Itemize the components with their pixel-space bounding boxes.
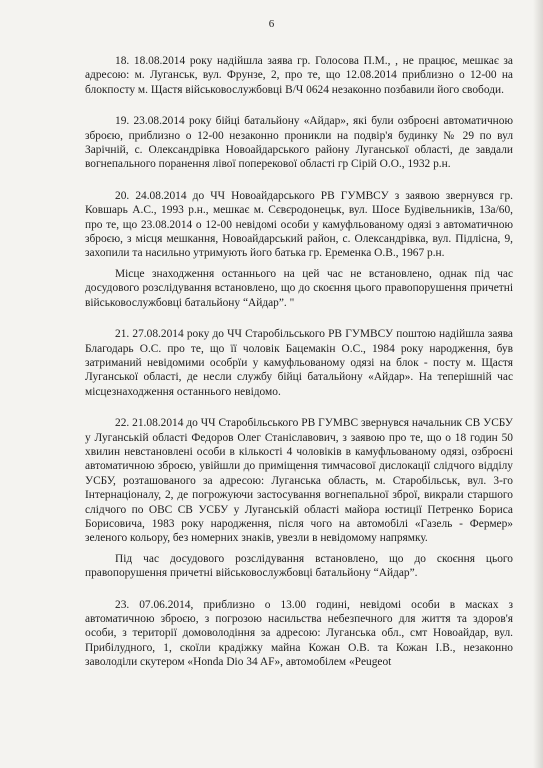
paragraph-19: 19. 23.08.2014 року бійці батальйону «Айдар», які були озброєні автоматичною зброєю, приблизно о 12-00 незаконно проникли на подвір'я будинку № 29 по вул Зарічній, с. Олександрівка Новоайдарського району Луганської області, де завдали вогнепального поранення лівої поперекової області гр Сірій О.О., 1932 р.н. [85,115,513,171]
paragraph-22-continuation: Під час досудового розслідування встановлено, що до скоєння цього правопорушення причетні військовослужбовці батальйону “Айдар”. [85,552,513,580]
paragraph-20-continuation: Місце знаходження останнього на цей час не встановлено, однак під час досудового розслідування встановлено, що до скоєння цього правопорушення причетні військовослужбовці батальйону “Айдар”. " [85,267,513,309]
document-body [85,54,513,670]
paragraph-22: 22. 21.08.2014 до ЧЧ Старобільського РВ ГУМВС звернувся начальник СВ УСБУ у Луганській області Федоров Олег Станіславович, з заявою про те, що о 18 годин 50 хвилин невстановлені особи в кількості 4 чоловіків в камуфльованому одязі, озброєні автоматичною зброєю, увійшли до приміщення тимчасової дислокації слідчого відділу УСБУ, розташованого за адресою: Луганська область, м. Старобільськ, вул. 3-го Інтернаціоналу, 2, де погрожуючи застосування вогнепальної зброї, викрали старшого слідчого по ОВС СВ УСБУ у Луганській області майора юстиції Петренко Бориса Борисовича, 1983 року народження, після чого на автомобілі «Газель - Фермер» зеленого кольору, без номерних знаків, увезли в невідомому напрямку. [85,417,513,545]
paragraph-20: 20. 24.08.2014 до ЧЧ Новоайдарського РВ ГУМВСУ з заявою звернувся гр. Ковшарь А.С., 1993 р.н., мешкає м. Сєвєродонецьк, вул. Шосе Будівельників, 13а/60, про те, що 23.08.2014 о 12-00 невідомі особи у камуфльованому одязі з автоматичною зброєю, з місця мешкання, Новоайдарський район, с. Олександрівка, вул. Підлісна, 9, захопили та насильно утримують його батька гр. Еременка О.В., 1967 р.н. [85,189,513,260]
paragraph-18: 18. 18.08.2014 року надійшла заява гр. Голосова П.М., , не працює, мешкає за адресою: м. Луганськ, вул. Фрунзе, 2, про те, що 12.08.2014 приблизно о 12-00 на блокпосту м. Щастя військовослужбовці В/Ч 0624 незаконно позбавили його свободи. [85,55,513,96]
paragraph-21: 21. 27.08.2014 року до ЧЧ Старобільського РВ ГУМВСУ поштою надійшла заява Благодарь О.С. про те, що її чоловік Бацемакін О.С., 1984 року народження, був затриманий невідомими особрїи у камуфльованому одязі на блок - посту м. Щастя Луганської області, де несли службу бійці батальйону «Айдар». На теперішній час місцезнаходження останнього невідомо. [85,328,513,398]
page-number: 6 [268,18,275,30]
paragraph-23: 23. 07.06.2014, приблизно о 13.00 годині, невідомі особи в масках з автоматичною зброєю, з погрозою насильства небезпечного для життя та здоров'я особи, з території домоволодіння за адресою: Луганська обл., смт Новоайдар, вул. Прибілудного, 1, скоїли крадіжку майна Кожан О.В. та Кожан І.В., незаконно заволоділи скутером «Honda Dio 34 AF», автомобілем «Peugeot [85,598,513,669]
